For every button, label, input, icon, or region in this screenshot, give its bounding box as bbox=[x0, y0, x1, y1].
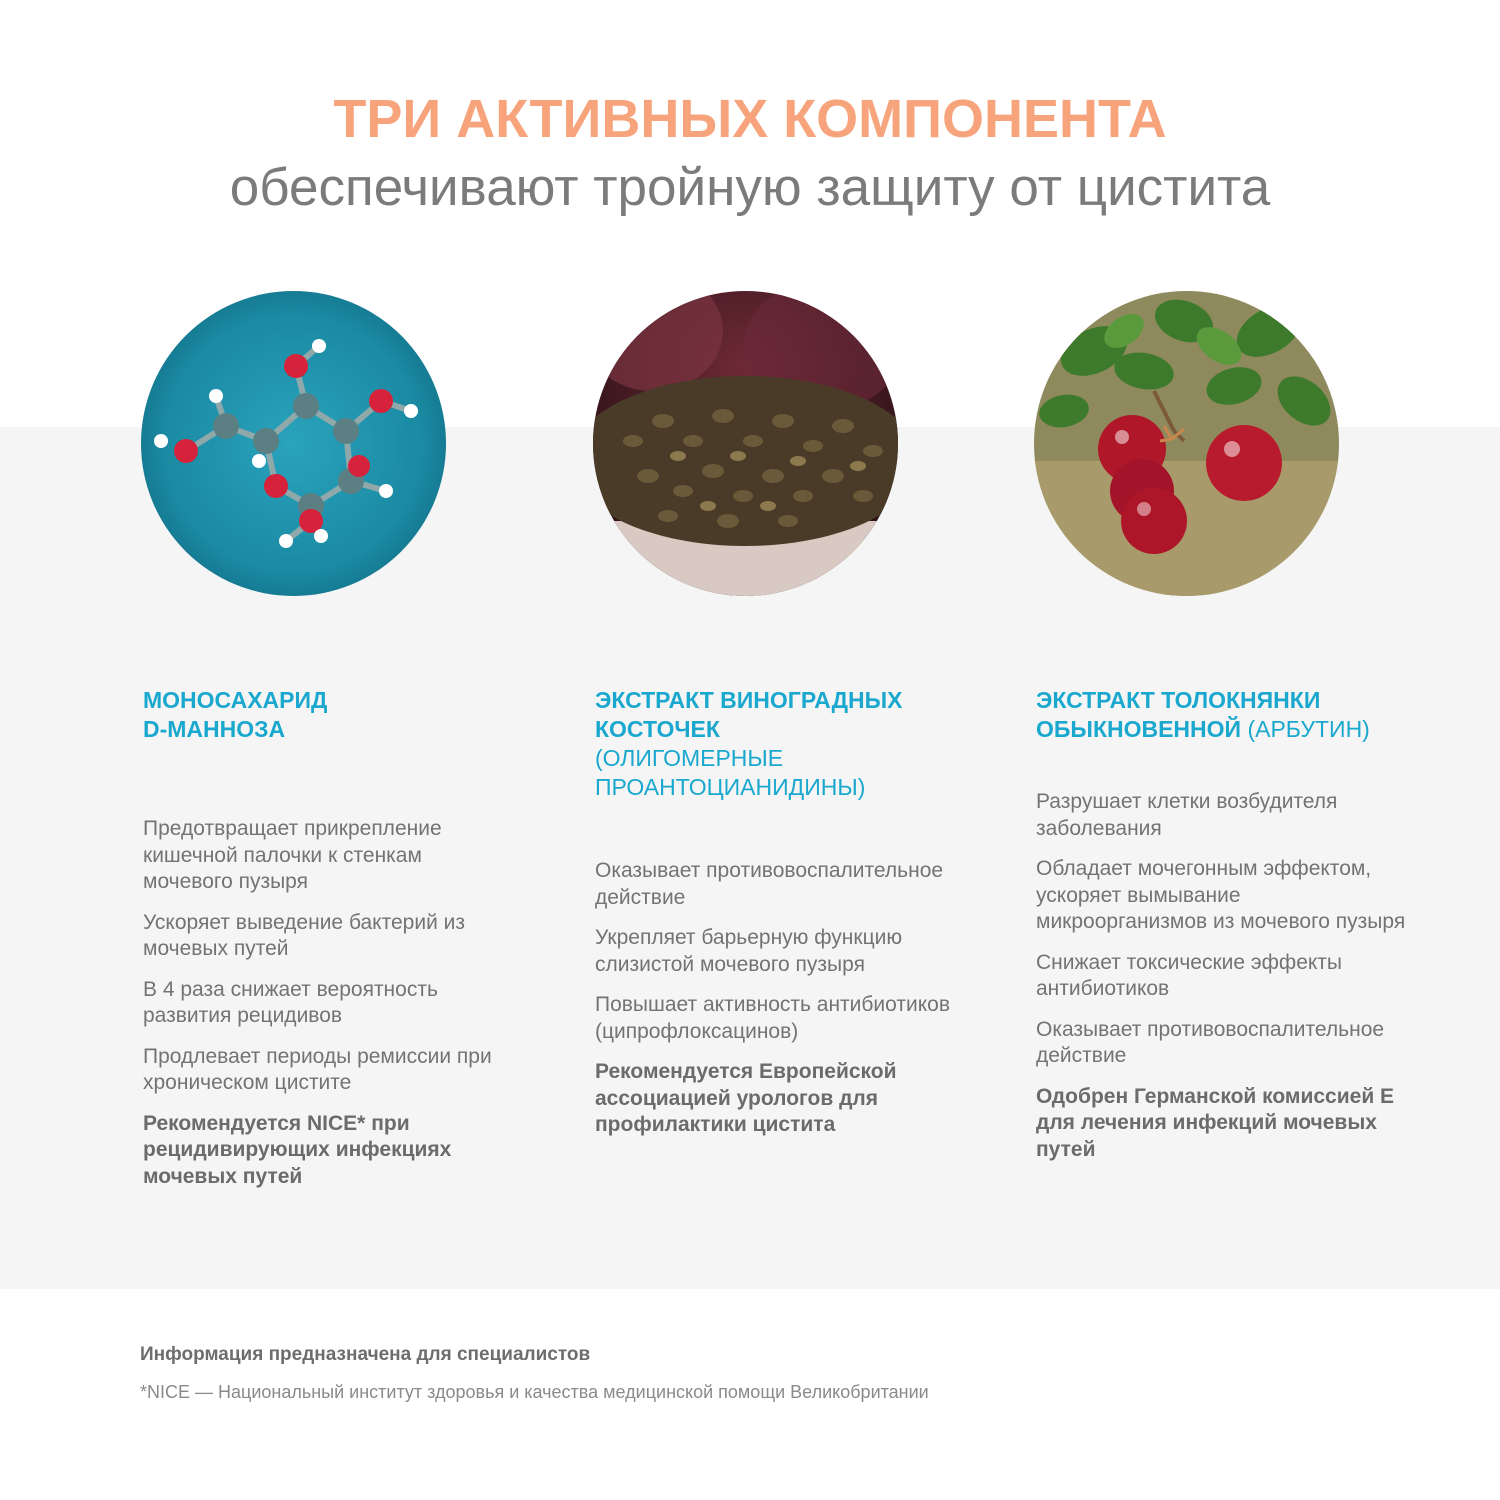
page-subtitle: обеспечивают тройную защиту от цистита bbox=[229, 158, 1271, 217]
benefits-list bbox=[143, 816, 493, 1204]
component-title-line: МОНОСАХАРИД bbox=[143, 687, 328, 713]
specialist-note: Информация предназначена для специалистов bbox=[140, 1344, 591, 1365]
component-column-bearberry bbox=[1036, 686, 1406, 1161]
list-item: Оказывает противовоспалительное действие bbox=[595, 859, 944, 909]
list-item: Повышает активность антибиотиков (ципрофлоксацинов) bbox=[595, 993, 950, 1043]
list-item: Ускоряет выведение бактерий из мочевых путей bbox=[143, 910, 465, 960]
list-item-recommendation: Одобрен Германской комиссией Е для лечения инфекций мочевых путей bbox=[1036, 1084, 1395, 1161]
list-item-recommendation: Рекомендуется NICE* при рецидивирующих инфекциях мочевых путей bbox=[143, 1111, 452, 1188]
component-title bbox=[1036, 686, 1406, 744]
list-item: Обладает мочегонным эффектом, ускоряет вымывание микроорганизмов из мочевого пузыря bbox=[1036, 857, 1406, 933]
component-title-line: КОСТОЧЕК bbox=[595, 716, 720, 742]
component-title bbox=[595, 686, 955, 802]
component-column-mannose bbox=[143, 686, 493, 1188]
list-item: Укрепляет барьерную функцию слизистой мочевого пузыря bbox=[595, 926, 903, 976]
component-title-line: ЭКСТРАКТ ВИНОГРАДНЫХ bbox=[595, 687, 903, 713]
component-title-line: ЭКСТРАКТ ТОЛОКНЯНКИ ОБЫКНОВЕННОЙ bbox=[1036, 687, 1321, 742]
component-title-note: (ОЛИГОМЕРНЫЕ ПРОАНТОЦИАНИДИНЫ) bbox=[595, 745, 866, 800]
page-header bbox=[0, 88, 1500, 221]
lingonberry-icon bbox=[1034, 291, 1339, 596]
component-title-note: (АРБУТИН) bbox=[1241, 716, 1370, 742]
component-title bbox=[143, 686, 493, 744]
list-item: В 4 раза снижает вероятность развития рецидивов bbox=[143, 977, 438, 1027]
list-item: Разрушает клетки возбудителя заболевания bbox=[1036, 790, 1338, 840]
benefits-list bbox=[1036, 789, 1406, 1177]
benefits-list bbox=[595, 858, 955, 1153]
page-title: ТРИ АКТИВНЫХ КОМПОНЕНТА bbox=[333, 89, 1167, 149]
component-title-line: D-МАННОЗА bbox=[143, 716, 286, 742]
component-column-grape-seed bbox=[595, 686, 955, 1136]
list-item: Снижает токсические эффекты антибиотиков bbox=[1036, 950, 1343, 1000]
molecule-icon bbox=[141, 291, 446, 596]
list-item: Оказывает противовоспалительное действие bbox=[1036, 1017, 1385, 1067]
grape-seeds-icon bbox=[593, 291, 898, 596]
nice-footnote: *NICE — Национальный институт здоровья и качества медицинской помощи Великобритании bbox=[140, 1382, 929, 1402]
list-item: Предотвращает прикрепление кишечной палочки к стенкам мочевого пузыря bbox=[143, 817, 442, 893]
list-item: Продлевает периоды ремиссии при хроническом цистите bbox=[143, 1044, 492, 1094]
list-item-recommendation: Рекомендуется Европейской ассоциацией урологов для профилактики цистита bbox=[595, 1060, 897, 1136]
